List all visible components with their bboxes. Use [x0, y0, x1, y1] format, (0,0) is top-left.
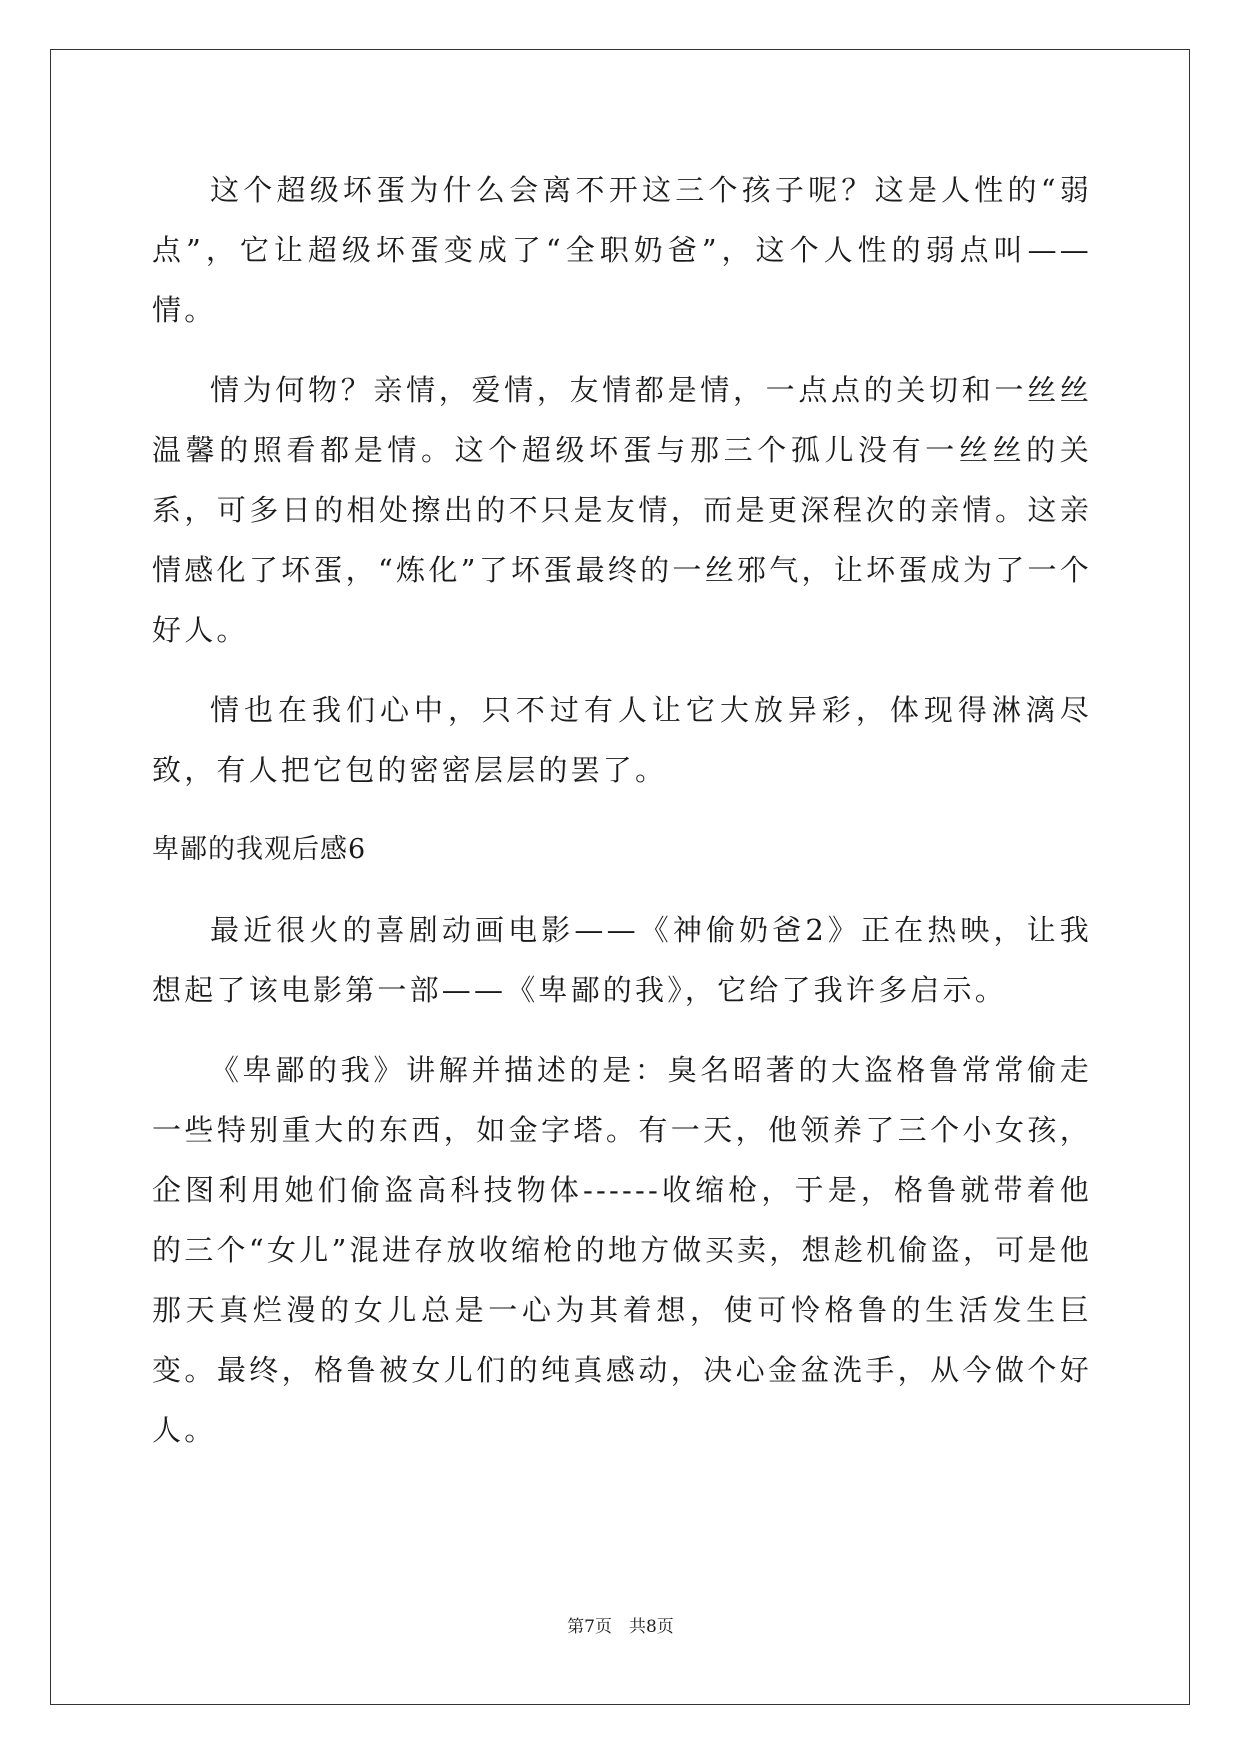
paragraph: 这个超级坏蛋为什么会离不开这三个孩子呢？这是人性的“弱点”，它让超级坏蛋变成了“全职奶爸”，这个人性的弱点叫——情。: [152, 173, 1092, 327]
section-title: 卑鄙的我观后感6: [152, 834, 367, 865]
paragraph: 情也在我们心中，只不过有人让它大放异彩，体现得淋漓尽致，有人把它包的密密层层的罢了。: [152, 693, 1092, 787]
document-body: [152, 160, 1092, 1480]
paragraph: 最近很火的喜剧动画电影——《神偷奶爸2》正在热映，让我想起了该电影第一部——《卑鄙的我》，它给了我许多启示。: [152, 913, 1092, 1007]
paragraph: 《卑鄙的我》讲解并描述的是：臭名昭著的大盗格鲁常常偷走一些特别重大的东西，如金字塔。有一天，他领养了三个小女孩，企图利用她们偷盗高科技物体------收缩枪，于是，格鲁就带着他的三个“女儿”混进存放收缩枪的地方做买卖，想趁机偷盗，可是他那天真烂漫的女儿总是一心为其着想，使可怜格鲁的生活发生巨变。最终，格鲁被女儿们的纯真感动，决心金盆洗手，从今做个好人。: [152, 1053, 1092, 1447]
paragraph: 情为何物？亲情，爱情，友情都是情，一点点的关切和一丝丝温馨的照看都是情。这个超级坏蛋与那三个孤儿没有一丝丝的关系，可多日的相处擦出的不只是友情，而是更深程次的亲情。这亲情感化了坏蛋，“炼化”了坏蛋最终的一丝邪气，让坏蛋成为了一个好人。: [152, 373, 1092, 647]
page-number-footer: 第7页 共8页: [567, 1617, 674, 1637]
